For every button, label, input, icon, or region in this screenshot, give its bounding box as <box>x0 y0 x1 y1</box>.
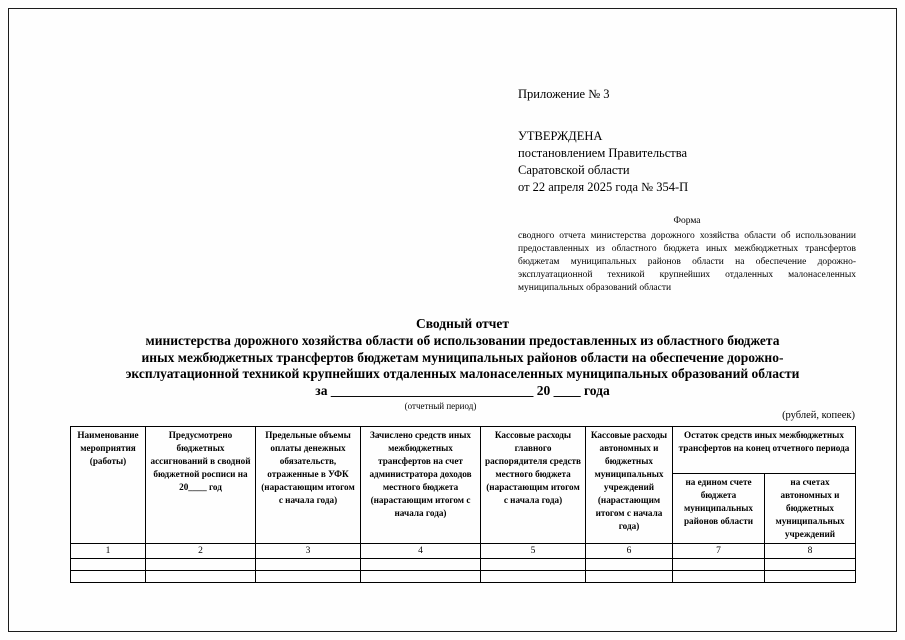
report-title-block <box>70 316 855 413</box>
empty-cell <box>481 559 586 571</box>
report-table <box>70 426 856 583</box>
col-header-activity: Наименование мероприятия (работы) <box>71 427 146 544</box>
form-section <box>518 216 856 295</box>
empty-cell <box>765 571 856 583</box>
units-note: (рублей, копеек) <box>782 410 855 421</box>
col-header-balance-single-account: на едином счете бюджета муниципальных районов области <box>673 474 765 544</box>
approval-block <box>518 128 688 196</box>
table-row <box>71 559 856 571</box>
empty-cell <box>586 571 673 583</box>
empty-cell <box>361 559 481 571</box>
column-number: 5 <box>481 544 586 559</box>
empty-cell <box>146 571 256 583</box>
empty-cell <box>71 559 146 571</box>
column-number-row <box>71 544 856 559</box>
empty-cell <box>256 571 361 583</box>
empty-cell <box>673 571 765 583</box>
table-row <box>71 571 856 583</box>
col-group-header-balance: Остаток средств иных межбюджетных трансфертов на конец отчетного периода <box>673 427 856 474</box>
approval-line: от 22 апреля 2025 года № 354-П <box>518 180 689 194</box>
column-number: 2 <box>146 544 256 559</box>
column-number: 4 <box>361 544 481 559</box>
column-number: 1 <box>71 544 146 559</box>
appendix-label: Приложение № 3 <box>518 87 610 101</box>
report-title-line-1: министерства дорожного хозяйства области об использовании предоставленных из областного бюджета <box>145 332 780 348</box>
col-header-limits-ufk: Предельные объемы оплаты денежных обязательств, отраженные в УФК (нарастающим итогом с начала года) <box>256 427 361 544</box>
col-header-credited-transfers: Зачислено средств иных межбюджетных трансфертов на счет администратора доходов местного бюджета (нарастающим итогом с начала года) <box>361 427 481 544</box>
col-header-cash-expenses-main: Кассовые расходы главного распорядителя средств местного бюджета (нарастающим итогом с начала года) <box>481 427 586 544</box>
period-line: за ______________________________ 20 ____ года <box>315 383 610 399</box>
form-label: Форма <box>673 216 701 226</box>
table-header-row <box>71 427 856 474</box>
col-header-cash-expenses-institutions: Кассовые расходы автономных и бюджетных муниципальных учреждений (нарастающим итогом с начала года) <box>586 427 673 544</box>
empty-cell <box>256 559 361 571</box>
empty-cell <box>146 559 256 571</box>
column-number: 7 <box>673 544 765 559</box>
report-title-line-3: эксплуатационной техникой крупнейших отдаленных малонаселенных муниципальных образований области <box>125 366 800 382</box>
approval-line: постановлением Правительства <box>518 146 688 160</box>
approval-heading: УТВЕРЖДЕНА <box>518 129 603 143</box>
empty-cell <box>586 559 673 571</box>
empty-cell <box>361 571 481 583</box>
empty-cell <box>481 571 586 583</box>
column-number: 8 <box>765 544 856 559</box>
empty-cell <box>71 571 146 583</box>
report-title: Сводный отчет <box>415 316 510 331</box>
period-note: (отчетный период) <box>404 400 477 411</box>
approval-line: Саратовской области <box>518 163 630 177</box>
col-header-balance-institution-accounts: на счетах автономных и бюджетных муниципальных учреждений <box>765 474 856 544</box>
report-title-line-2: иных межбюджетных трансфертов бюджетам муниципальных районов области на обеспечение дорожно- <box>141 349 784 365</box>
column-number: 6 <box>586 544 673 559</box>
column-number: 3 <box>256 544 361 559</box>
empty-cell <box>765 559 856 571</box>
empty-cell <box>673 559 765 571</box>
col-header-allocations: Предусмотрено бюджетных ассигнований в сводной бюджетной росписи на 20____ год <box>146 427 256 544</box>
form-description: сводного отчета министерства дорожного хозяйства области об использовании предоставленных из областного бюджета иных межбюджетных трансфертов бюджетам муниципальных районов области на обеспечение дорожно-эксплуатационной техникой крупнейших отдаленных малонаселенных муниципальных образований области <box>518 231 856 293</box>
